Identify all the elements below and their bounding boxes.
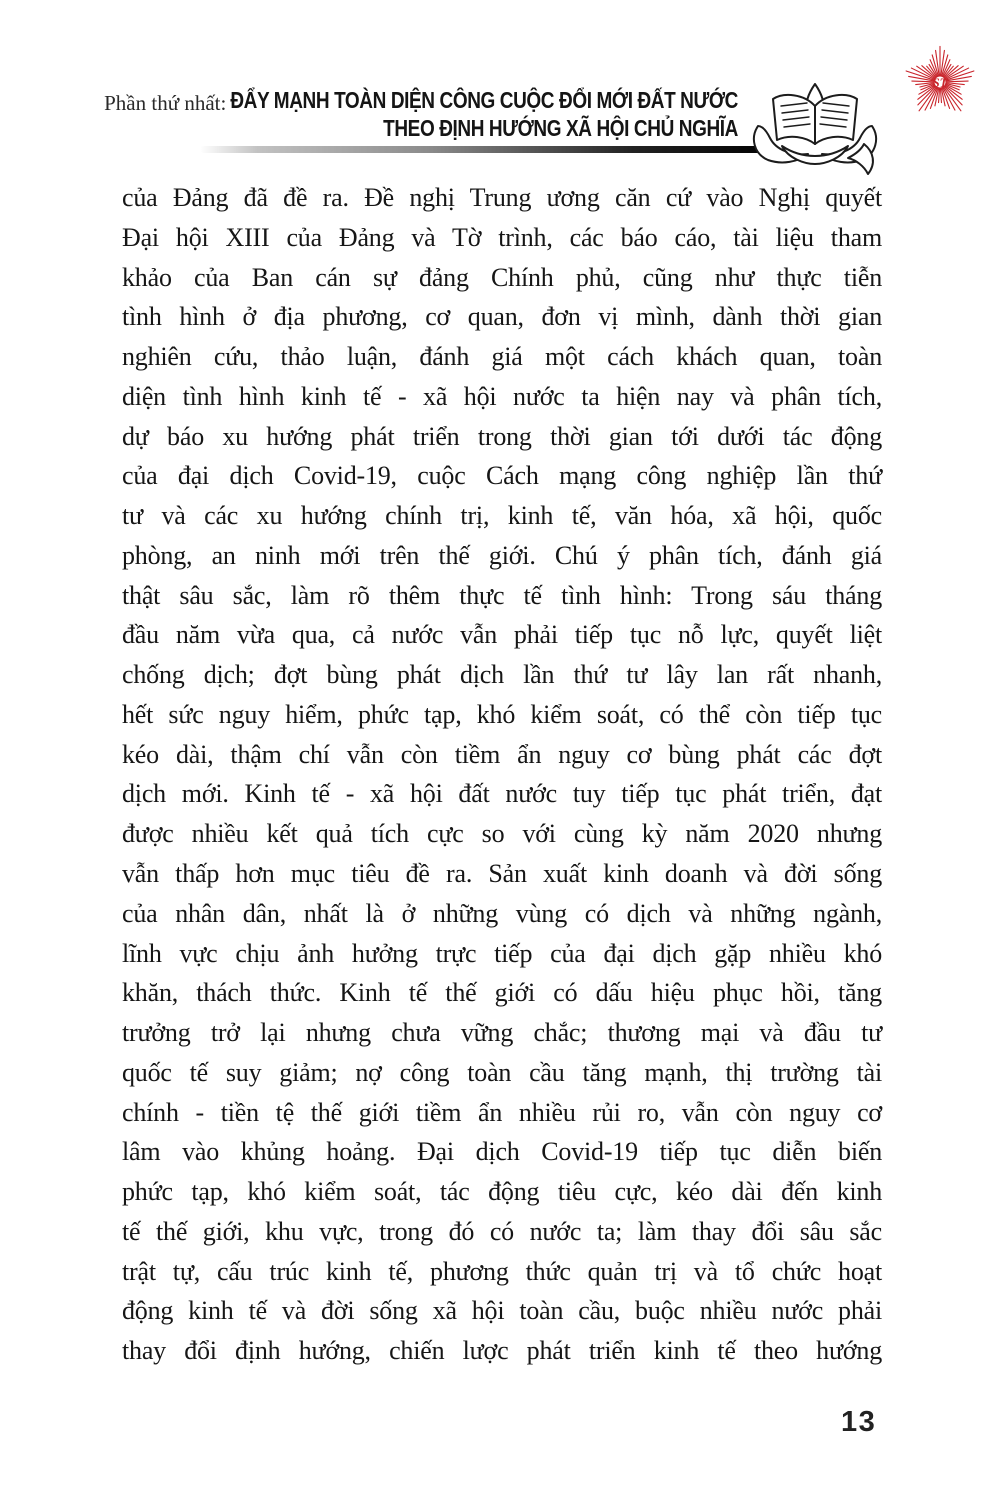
text-line: của đại dịch Covid-19, cuộc Cách mạng công nghiệp lần thứ	[122, 461, 882, 491]
st-star-emblem-icon	[901, 43, 979, 121]
text-line: phức tạp, khó kiểm soát, tác động tiêu cực, kéo dài đến kinh	[122, 1177, 882, 1207]
chapter-title-line-2: THEO ĐỊNH HƯỚNG XÃ HỘI CHỦ NGHĨA	[383, 116, 738, 143]
text-line: Đại hội XIII của Đảng và Tờ trình, các báo cáo, tài liệu tham	[122, 222, 882, 252]
part-label: Phần thứ nhất:	[104, 91, 227, 115]
emblem-st-text: ST	[932, 76, 948, 91]
text-line: chính - tiền tệ thế giới tiềm ẩn nhiều rủi ro, vẫn còn nguy cơ	[122, 1097, 882, 1127]
header-rule	[200, 146, 778, 153]
page-number: 13	[841, 1406, 877, 1438]
text-line: của Đảng đã đề ra. Đề nghị Trung ương căn cứ vào Nghị quyết	[122, 183, 882, 212]
text-line: chống dịch; đợt bùng phát dịch lần thứ tư lây lan rất nhanh,	[122, 660, 882, 690]
text-line: phòng, an ninh mới trên thế giới. Chú ý phân tích, đánh giá	[122, 540, 882, 570]
text-line: thật sâu sắc, làm rõ thêm thực tế tình hình: Trong sáu tháng	[122, 580, 882, 610]
text-line: động kinh tế và đời sống xã hội toàn cầu, buộc nhiều nước phải	[122, 1296, 882, 1326]
text-line: tế thế giới, khu vực, trong đó có nước ta; làm thay đổi sâu sắc	[122, 1216, 882, 1246]
text-line: kéo dài, thậm chí vẫn còn tiềm ẩn nguy cơ bùng phát các đợt	[122, 739, 882, 769]
text-line: diện tình hình kinh tế - xã hội nước ta hiện nay và phân tích,	[122, 381, 882, 411]
text-line: thay đổi định hướng, chiến lược phát triển kinh tế theo hướng	[122, 1336, 882, 1366]
text-line: nghiên cứu, thảo luận, đánh giá một cách khách quan, toàn	[122, 342, 882, 372]
text-line: khăn, thách thức. Kinh tế thế giới có dấu hiệu phục hồi, tăng	[122, 978, 882, 1008]
text-line: dự báo xu hướng phát triển trong thời gian tới dưới tác động	[122, 421, 882, 451]
text-line: được nhiều kết quả tích cực so với cùng kỳ năm 2020 nhưng	[122, 819, 882, 849]
text-line: của nhân dân, nhất là ở những vùng có dịch và những ngành,	[122, 898, 882, 928]
text-line: đầu năm vừa qua, cả nước vẫn phải tiếp tục nỗ lực, quyết liệt	[122, 620, 882, 650]
text-line: tư và các xu hướng chính trị, kinh tế, văn hóa, xã hội, quốc	[122, 501, 882, 531]
text-line: dịch mới. Kinh tế - xã hội đất nước tuy tiếp tục phát triển, đạt	[122, 779, 882, 809]
text-line: khảo của Ban cán sự đảng Chính phủ, cũng như thực tiễn	[122, 262, 882, 292]
running-head	[104, 90, 738, 147]
text-line: trật tự, cấu trúc kinh tế, phương thức quản trị và tổ chức hoạt	[122, 1256, 882, 1286]
text-line: lâm vào khủng hoảng. Đại dịch Covid-19 tiếp tục diễn biến	[122, 1137, 882, 1167]
body-text	[122, 178, 882, 1371]
text-line: lĩnh vực chịu ảnh hưởng trực tiếp của đại dịch gặp nhiều khó	[122, 938, 882, 968]
running-head-line-2	[104, 116, 738, 147]
text-line: quốc tế suy giảm; nợ công toàn cầu tăng mạnh, thị trường tài	[122, 1057, 882, 1087]
text-line: vẫn thấp hơn mục tiêu đề ra. Sản xuất kinh doanh và đời sống	[122, 859, 882, 889]
text-line: hết sức nguy hiểm, phức tạp, khó kiểm soát, có thể còn tiếp tục	[122, 699, 882, 729]
open-book-lotus-icon	[748, 82, 882, 182]
text-line: trưởng trở lại nhưng chưa vững chắc; thương mại và đầu tư	[122, 1018, 882, 1048]
chapter-title-line-1: ĐẨY MẠNH TOÀN DIỆN CÔNG CUỘC ĐỔI MỚI ĐẤT NƯỚC	[230, 88, 738, 115]
text-line: tình hình ở địa phương, cơ quan, đơn vị mình, dành thời gian	[122, 302, 882, 332]
